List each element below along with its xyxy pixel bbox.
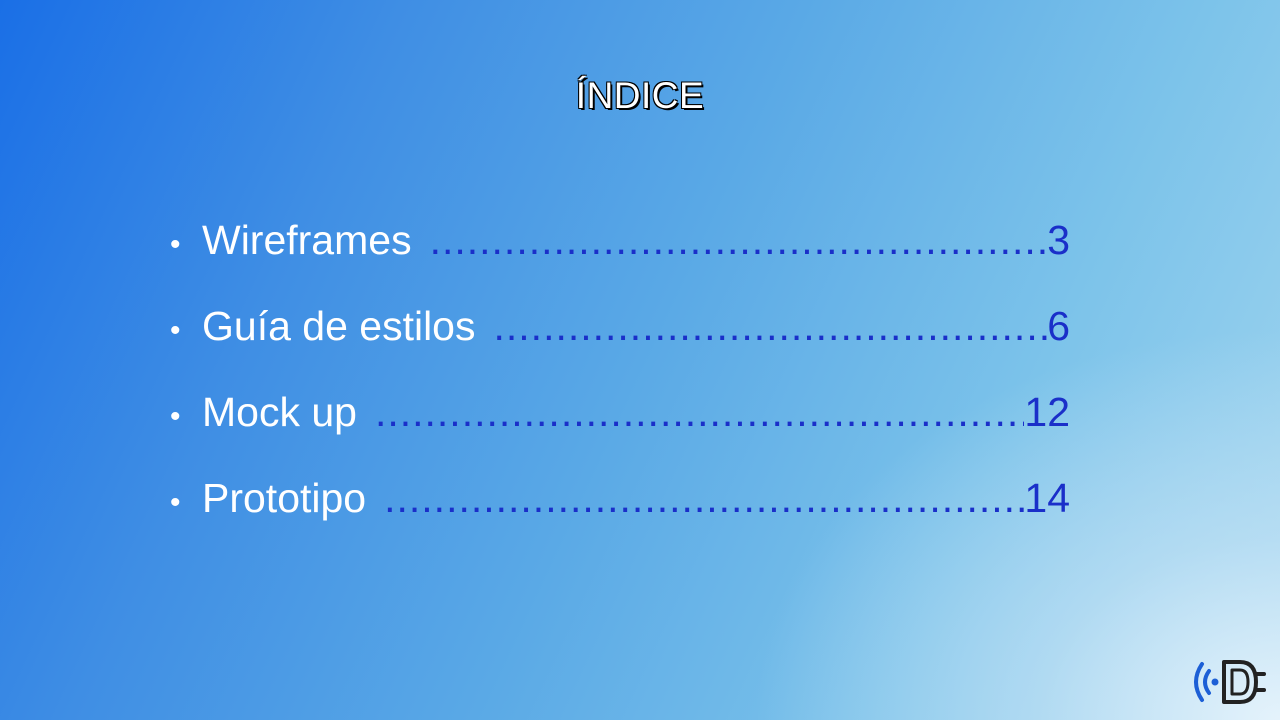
table-of-contents [170, 210, 1070, 554]
dot-leader [430, 210, 1048, 270]
dot-leader [384, 468, 1024, 528]
signal-plug-d-logo-icon [1188, 654, 1268, 710]
slide-title: ÍNDICE [575, 75, 705, 116]
toc-item-guia-de-estilos [170, 296, 1070, 382]
toc-item-label: Prototipo [202, 475, 367, 521]
bullet: • [170, 314, 181, 347]
toc-item-label: Mock up [202, 389, 357, 435]
toc-item-page: 14 [1024, 475, 1070, 521]
toc-item-page: 3 [1047, 217, 1070, 263]
toc-item-label: Guía de estilos [202, 303, 476, 349]
toc-item-label: Wireframes [202, 217, 412, 263]
toc-item-prototipo [170, 468, 1070, 554]
bullet: • [170, 486, 181, 519]
dot-leader [494, 296, 1048, 356]
toc-item-page: 6 [1047, 303, 1070, 349]
toc-item-mock-up [170, 382, 1070, 468]
bullet: • [170, 400, 181, 433]
toc-item-wireframes [170, 210, 1070, 296]
dot-leader [375, 382, 1024, 442]
toc-item-page: 12 [1024, 389, 1070, 435]
bullet: • [170, 228, 181, 261]
